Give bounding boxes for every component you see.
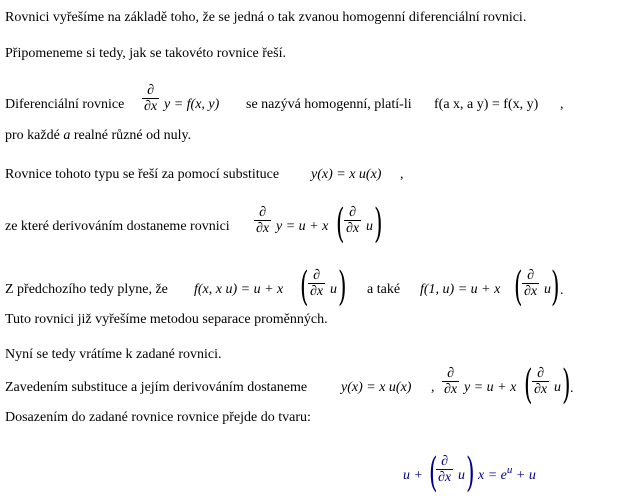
partial-symbol: ∂ — [147, 83, 155, 98]
partial-derivative-2 — [254, 205, 271, 236]
partial-denominator: ∂x — [524, 284, 538, 299]
final-rhs-text: x = e — [478, 468, 507, 483]
variable-a: a — [63, 128, 71, 143]
final-equation-lhs: u + — [403, 468, 423, 483]
partial-denominator: ∂x — [256, 221, 270, 236]
partial-denominator: ∂x — [438, 470, 452, 485]
paragraph-derivation: ze které derivováním dostaneme rovnici — [5, 219, 230, 234]
variable-u: u — [554, 380, 561, 395]
partial-denominator: ∂x — [444, 382, 458, 397]
paragraph-consequence: Z předchozího tedy plyne, že — [5, 282, 168, 297]
partial-symbol: ∂ — [447, 366, 455, 381]
partial-symbol: ∂ — [527, 268, 535, 283]
right-paren: ) — [338, 264, 347, 310]
equation-derivative: y = u + x — [276, 219, 329, 234]
equation-consequence-1: f(x, x u) = u + x — [194, 282, 284, 297]
right-paren: ) — [466, 450, 475, 496]
partial-derivative-final — [436, 454, 453, 485]
equation-substitution-2: y(x) = x u(x) — [341, 380, 412, 395]
partial-denominator: ∂x — [534, 382, 548, 397]
partial-denominator: ∂x — [310, 284, 324, 299]
paragraph-return: Nyní se tedy vrátíme k zadané rovnici. — [5, 347, 222, 362]
equation-consequence-2: f(1, u) = u + x — [420, 282, 501, 297]
left-paren: ( — [429, 450, 438, 496]
partial-derivative-4 — [308, 268, 325, 299]
partial-symbol: ∂ — [313, 268, 321, 283]
variable-u: u — [366, 219, 373, 234]
partial-derivative-3 — [344, 205, 361, 236]
partial-symbol: ∂ — [441, 454, 449, 469]
right-paren: ) — [551, 264, 560, 310]
paragraph-substitution: Rovnice tohoto typu se řeší za pomocí substituce — [5, 167, 280, 182]
paragraph-introduce-substitution: Zavedením substituce a jejím derivováním dostaneme — [5, 380, 308, 395]
partial-symbol: ∂ — [349, 205, 357, 220]
for-every-tail: realné různé od nuly. — [73, 128, 192, 143]
homogeneous-condition-label: se nazývá homogenní, platí-li — [246, 97, 412, 112]
variable-u: u — [544, 282, 551, 297]
partial-denominator: ∂x — [346, 221, 360, 236]
partial-derivative-1 — [142, 83, 159, 114]
equation-substitution: y(x) = x u(x) — [311, 167, 382, 182]
final-equation-rhs — [478, 464, 536, 484]
paragraph-intro: Rovnici vyřešíme na základě toho, že se jedná o tak zvanou homogenní diferenciální rovnici. — [5, 10, 527, 25]
partial-symbol: ∂ — [259, 205, 267, 220]
for-every-label: pro každé — [5, 128, 60, 143]
equation-homogeneous: f(a x, a y) = f(x, y) — [434, 97, 539, 112]
partial-derivative-5 — [522, 268, 539, 299]
equation-derivative-2: y = u + x — [464, 380, 517, 395]
partial-derivative-6 — [442, 366, 459, 397]
and-also-label: a také — [367, 282, 401, 297]
variable-u: u — [330, 282, 337, 297]
comma: , — [560, 97, 564, 112]
right-paren: ) — [562, 362, 571, 408]
right-paren: ) — [374, 201, 383, 247]
paragraph-recall: Připomeneme si tedy, jak se takovéto rovnice řeší. — [5, 46, 286, 61]
equation-definition: y = f(x, y) — [164, 97, 220, 112]
paragraph-definition-label: Diferenciální rovnice — [5, 97, 125, 112]
comma: , — [400, 167, 404, 182]
left-paren: ( — [336, 201, 345, 247]
partial-symbol: ∂ — [537, 366, 545, 381]
left-paren: ( — [514, 264, 523, 310]
variable-u: u — [458, 468, 465, 483]
final-tail: + u — [512, 468, 536, 483]
paragraph-for-every — [5, 128, 191, 144]
left-paren: ( — [524, 362, 533, 408]
period: . — [560, 283, 564, 298]
partial-denominator: ∂x — [144, 99, 158, 114]
exponent-u: u — [506, 464, 513, 476]
comma: , — [431, 380, 435, 395]
paragraph-separation: Tuto rovnici již vyřešíme metodou separace proměnných. — [5, 312, 328, 327]
partial-derivative-7 — [532, 366, 549, 397]
period: . — [570, 381, 574, 396]
paragraph-substitute: Dosazením do zadané rovnice rovnice přejde do tvaru: — [5, 410, 311, 425]
left-paren: ( — [300, 264, 309, 310]
